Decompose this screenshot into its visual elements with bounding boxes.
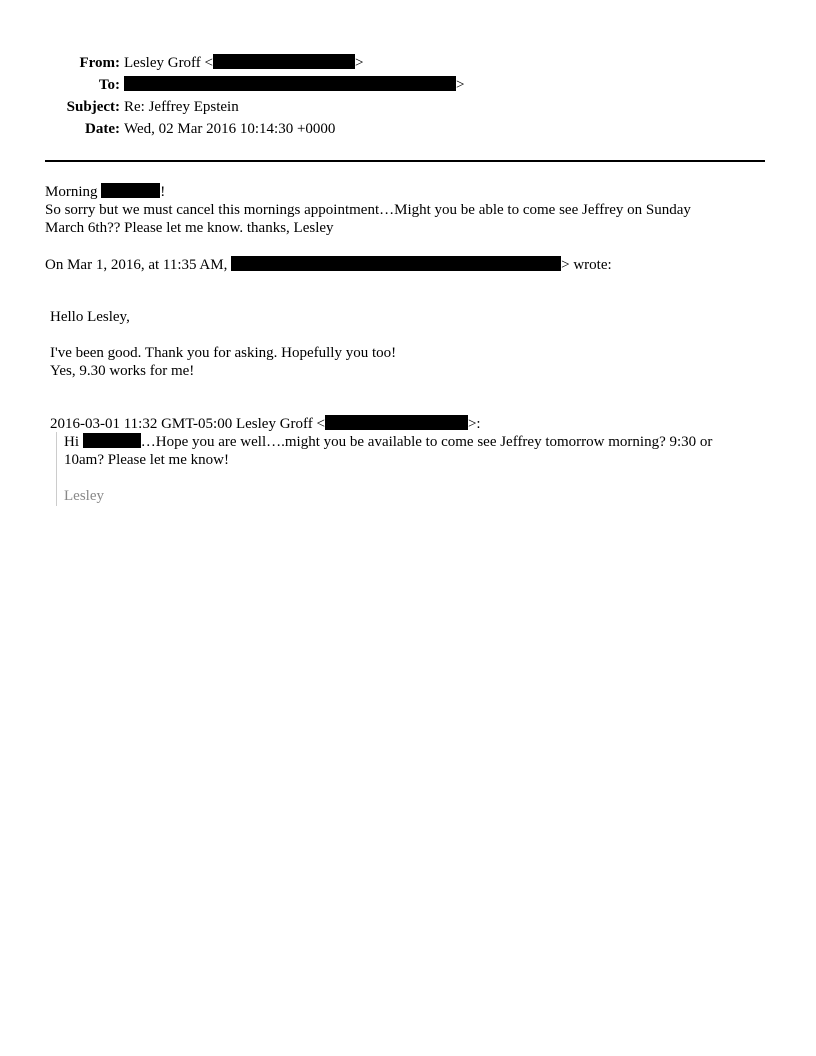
nested-attribution-prefix: 2016-03-01 11:32 GMT-05:00 Lesley Groff < (50, 416, 325, 432)
nested-hi: Hi (64, 434, 79, 450)
date-value: Wed, 02 Mar 2016 10:14:30 +0000 (124, 121, 336, 137)
quote-attribution (45, 256, 612, 274)
to-label: To: (98, 77, 120, 93)
nested-line-2: 10am? Please let me know! (64, 452, 229, 468)
subject-label: Subject: (66, 99, 120, 115)
nested-signature: Lesley (64, 488, 104, 504)
nested-attribution-suffix: >: (467, 416, 481, 432)
from-name: Lesley Groff < (124, 55, 213, 71)
reply-line-1: So sorry but we must cancel this mornings appointment…Might you be able to come see Jeffrey on Sunday (45, 202, 691, 218)
subject-row (0, 98, 816, 116)
from-label: From: (79, 55, 120, 71)
header-divider (45, 160, 765, 162)
redacted-groff-email (325, 415, 468, 430)
reply-greeting: Morning (45, 184, 98, 200)
redacted-sender-address (231, 256, 561, 271)
from-close: > (355, 55, 364, 71)
quoted-line-1: I've been good. Thank you for asking. Hopefully you too! (50, 345, 397, 361)
reply-greeting-line (45, 183, 165, 201)
redacted-nested-name (83, 433, 141, 448)
reply-line-2: March 6th?? Please let me know. thanks, Lesley (45, 220, 334, 236)
quoted-line-2: Yes, 9.30 works for me! (50, 363, 195, 379)
nested-line-1 (64, 433, 712, 451)
to-row (0, 76, 816, 94)
to-close: > (456, 77, 465, 93)
date-label: Date: (85, 121, 120, 137)
redacted-recipient-name (101, 183, 160, 198)
subject-value: Re: Jeffrey Epstein (124, 99, 239, 115)
redacted-from-email (213, 54, 355, 69)
attribution-suffix: > wrote: (561, 257, 612, 273)
nested-attribution (50, 415, 481, 433)
from-row (0, 54, 816, 72)
nested-line-1-rest: …Hope you are well….might you be available to come see Jeffrey tomorrow morning? 9:30 or (140, 434, 713, 450)
redacted-to-address (124, 76, 456, 91)
blockquote-bar (56, 432, 57, 506)
from-value (124, 54, 363, 72)
date-row (0, 120, 816, 138)
reply-greeting-end: ! (160, 184, 166, 200)
attribution-prefix: On Mar 1, 2016, at 11:35 AM, (45, 257, 228, 273)
quoted-greeting: Hello Lesley, (50, 309, 130, 325)
to-value (124, 76, 464, 94)
